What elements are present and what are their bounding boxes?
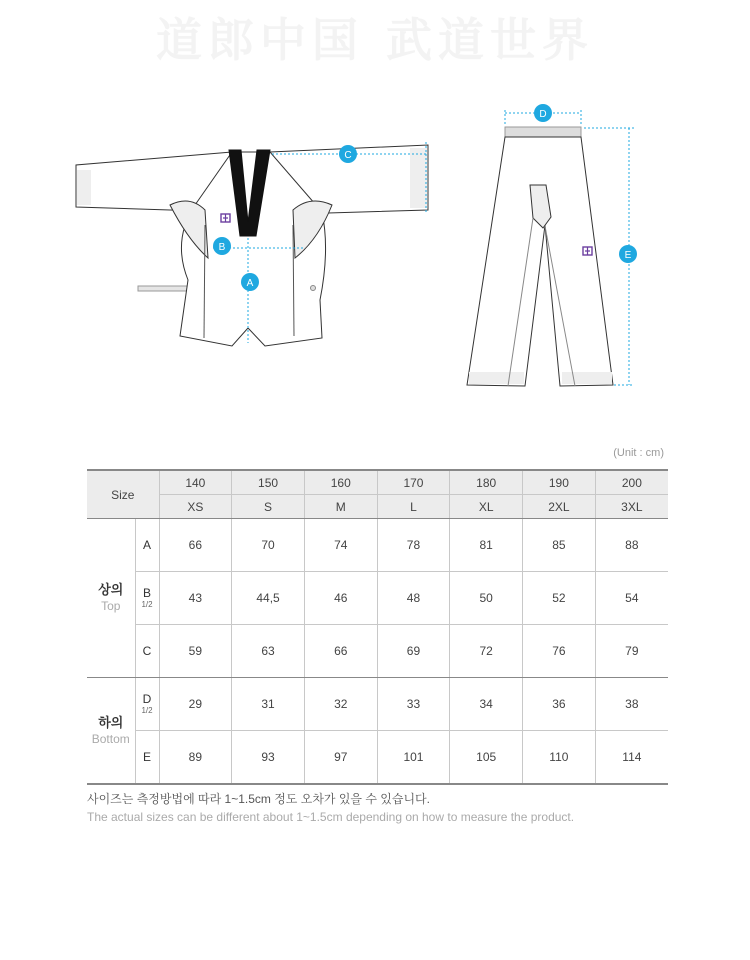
- table-cell: 72: [450, 625, 523, 678]
- table-cell: 78: [377, 519, 450, 572]
- group-top-ko: 상의: [98, 582, 124, 597]
- table-cell: 79: [595, 625, 668, 678]
- marker-a: [241, 273, 259, 291]
- table-cell: 32: [304, 678, 377, 731]
- unit-label: (Unit : cm): [613, 447, 664, 459]
- marker-a-label: A: [246, 278, 254, 289]
- size-header: Size: [87, 470, 159, 519]
- table-cell: 76: [523, 625, 596, 678]
- size-m: M: [304, 495, 377, 519]
- size-l: L: [377, 495, 450, 519]
- table-cell: 93: [232, 731, 305, 785]
- size-200: 200: [595, 470, 668, 495]
- row-label-d-sub: 1/2: [141, 706, 153, 715]
- table-cell: 81: [450, 519, 523, 572]
- table-cell: 85: [523, 519, 596, 572]
- table-cell: 36: [523, 678, 596, 731]
- size-xs: XS: [159, 495, 232, 519]
- size-190: 190: [523, 470, 596, 495]
- marker-c: [339, 145, 357, 163]
- size-chart-table: [87, 469, 668, 785]
- group-bottom: [87, 678, 135, 785]
- table-cell: 46: [304, 572, 377, 625]
- row-label-d: D 1/2: [135, 678, 159, 731]
- table-cell: 38: [595, 678, 668, 731]
- table-cell: 70: [232, 519, 305, 572]
- table-cell: 101: [377, 731, 450, 785]
- table-row-b: [87, 572, 668, 625]
- table-cell: 69: [377, 625, 450, 678]
- watermark-text: 道郎中国 武道世界: [155, 13, 594, 67]
- table-cell: 105: [450, 731, 523, 785]
- marker-b: [213, 237, 231, 255]
- size-180: 180: [450, 470, 523, 495]
- size-160: 160: [304, 470, 377, 495]
- marker-b-label: B: [218, 242, 226, 253]
- table-cell: 29: [159, 678, 232, 731]
- jacket-illustration: [76, 145, 428, 346]
- size-letter-row: [87, 495, 668, 519]
- table-cell: 114: [595, 731, 668, 785]
- row-label-c: C: [135, 625, 159, 678]
- marker-c-label: C: [344, 150, 352, 161]
- table-cell: 31: [232, 678, 305, 731]
- row-label-a: A: [135, 519, 159, 572]
- marker-e-label: E: [624, 250, 632, 261]
- table-cell: 33: [377, 678, 450, 731]
- marker-d-label: D: [539, 109, 547, 120]
- marker-e: [619, 245, 637, 263]
- note-english: The actual sizes can be different about 1~1.5cm depending on how to measure the product.: [87, 810, 575, 824]
- table-cell: 50: [450, 572, 523, 625]
- size-2xl: 2XL: [523, 495, 596, 519]
- uniform-diagram: [0, 0, 750, 400]
- table-cell: 74: [304, 519, 377, 572]
- table-cell: 63: [232, 625, 305, 678]
- table-cell: 97: [304, 731, 377, 785]
- size-140: 140: [159, 470, 232, 495]
- table-row-a: [87, 519, 668, 572]
- table-cell: 54: [595, 572, 668, 625]
- row-label-e: E: [135, 731, 159, 785]
- table-row-c: [87, 625, 668, 678]
- size-3xl: 3XL: [595, 495, 668, 519]
- table-cell: 110: [523, 731, 596, 785]
- table-cell: 66: [159, 519, 232, 572]
- size-170: 170: [377, 470, 450, 495]
- size-150: 150: [232, 470, 305, 495]
- table-cell: 48: [377, 572, 450, 625]
- table-cell: 59: [159, 625, 232, 678]
- size-number-row: [87, 470, 668, 495]
- table-row-e: [87, 731, 668, 785]
- table-cell: 89: [159, 731, 232, 785]
- table-cell: 52: [523, 572, 596, 625]
- group-top-en: Top: [101, 599, 121, 613]
- table-cell: 66: [304, 625, 377, 678]
- pants-illustration: [467, 127, 613, 386]
- table-row-d: [87, 678, 668, 731]
- table-cell: 44,5: [232, 572, 305, 625]
- group-bottom-ko: 하의: [98, 714, 124, 730]
- table-cell: 88: [595, 519, 668, 572]
- note-korean: 사이즈는 측정방법에 따라 1~1.5cm 정도 오차가 있을 수 있습니다.: [87, 792, 430, 806]
- marker-d: [534, 104, 552, 122]
- size-xl: XL: [450, 495, 523, 519]
- row-label-b-sub: 1/2: [141, 600, 153, 609]
- table-cell: 34: [450, 678, 523, 731]
- table-cell: 43: [159, 572, 232, 625]
- group-top: [87, 519, 135, 678]
- size-s: S: [232, 495, 305, 519]
- row-label-b: B 1/2: [135, 572, 159, 625]
- group-bottom-en: Bottom: [91, 731, 130, 746]
